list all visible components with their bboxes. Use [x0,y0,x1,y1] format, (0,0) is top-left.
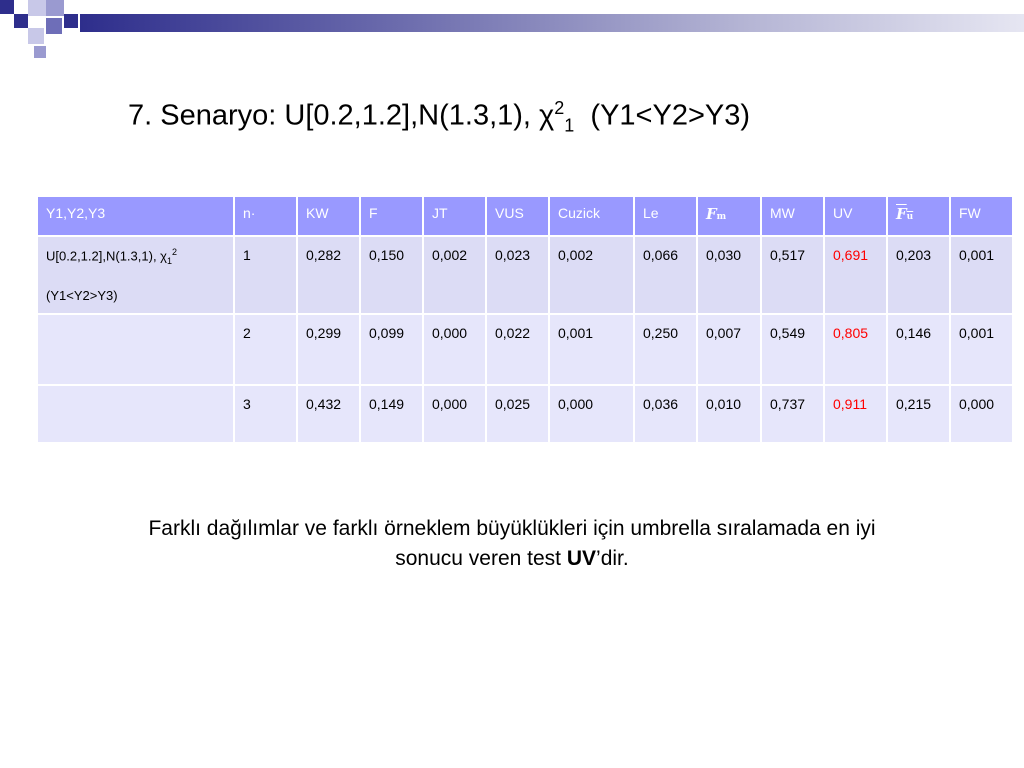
results-table [36,195,1014,444]
cell-fw: 0,001 [950,314,1013,385]
cell-n: 2 [234,314,297,385]
cell-f: 0,150 [360,236,423,314]
decor-square-8 [34,46,46,58]
cell-uv: 0,911 [824,385,887,443]
decor-square-1 [0,0,14,14]
col-header-fm [697,196,761,236]
decor-square-6 [46,18,62,34]
cell-fw: 0,000 [950,385,1013,443]
cell-fm: 0,010 [697,385,761,443]
col-header-le: Le [634,196,697,236]
cell-uv: 0,805 [824,314,887,385]
cell-fm: 0,007 [697,314,761,385]
caption-line-2: sonucu veren test UV’dir. [395,547,629,570]
row-label: U[0.2,1.2],N(1.3,1), $\chi_1^2$ (Y1<Y2>Y3) [37,236,234,314]
cell-jt: 0,002 [423,236,486,314]
cell-le: 0,066 [634,236,697,314]
cell-le: 0,250 [634,314,697,385]
table-row [37,236,1013,314]
cell-n: 1 [234,236,297,314]
cell-cuzick: 0,000 [549,385,634,443]
col-header-kw: KW [297,196,360,236]
cell-kw: 0,282 [297,236,360,314]
cell-jt: 0,000 [423,314,486,385]
decor-square-7 [64,14,78,28]
col-header-f: F [360,196,423,236]
cell-le: 0,036 [634,385,697,443]
cell-vus: 0,025 [486,385,549,443]
conclusion-caption [40,514,984,574]
cell-uv: 0,691 [824,236,887,314]
decor-square-5 [28,28,44,44]
cell-vus: 0,023 [486,236,549,314]
cell-fbar: 0,146 [887,314,950,385]
cell-vus: 0,022 [486,314,549,385]
cell-cuzick: 0,001 [549,314,634,385]
row-label [37,385,234,443]
table-row [37,385,1013,443]
decor-square-3 [28,0,46,16]
slide-title: 7. Senaryo: U[0.2,1.2],N(1.3,1), $\chi^2_1$ (Y1<Y2>Y3) [128,98,751,136]
cell-fbar: 0,215 [887,385,950,443]
col-header-jt: JT [423,196,486,236]
col-header-cuzick: Cuzick [549,196,634,236]
col-header-fbar [887,196,950,236]
table-row [37,314,1013,385]
f-bar-u-icon: Fu [896,205,914,223]
decor-square-4 [46,0,64,16]
cell-f: 0,149 [360,385,423,443]
decor-square-2 [14,14,28,28]
cell-f: 0,099 [360,314,423,385]
col-header-n: n· [234,196,297,236]
col-header-y: Y1,Y2,Y3 [37,196,234,236]
cell-mw: 0,517 [761,236,824,314]
cell-fw: 0,001 [950,236,1013,314]
col-header-vus: VUS [486,196,549,236]
cell-fbar: 0,203 [887,236,950,314]
f-m-icon: Fm [706,205,727,223]
cell-kw: 0,432 [297,385,360,443]
col-header-mw: MW [761,196,824,236]
cell-n: 3 [234,385,297,443]
caption-line-1: Farklı dağılımlar ve farklı örneklem büyüklükleri için umbrella sıralamada en iyi [148,517,876,540]
col-header-uv: UV [824,196,887,236]
header-gradient-bar [80,14,1024,32]
cell-mw: 0,549 [761,314,824,385]
col-header-fw: FW [950,196,1013,236]
cell-cuzick: 0,002 [549,236,634,314]
cell-kw: 0,299 [297,314,360,385]
cell-mw: 0,737 [761,385,824,443]
cell-jt: 0,000 [423,385,486,443]
row-label [37,314,234,385]
cell-fm: 0,030 [697,236,761,314]
table-header-row [37,196,1013,236]
